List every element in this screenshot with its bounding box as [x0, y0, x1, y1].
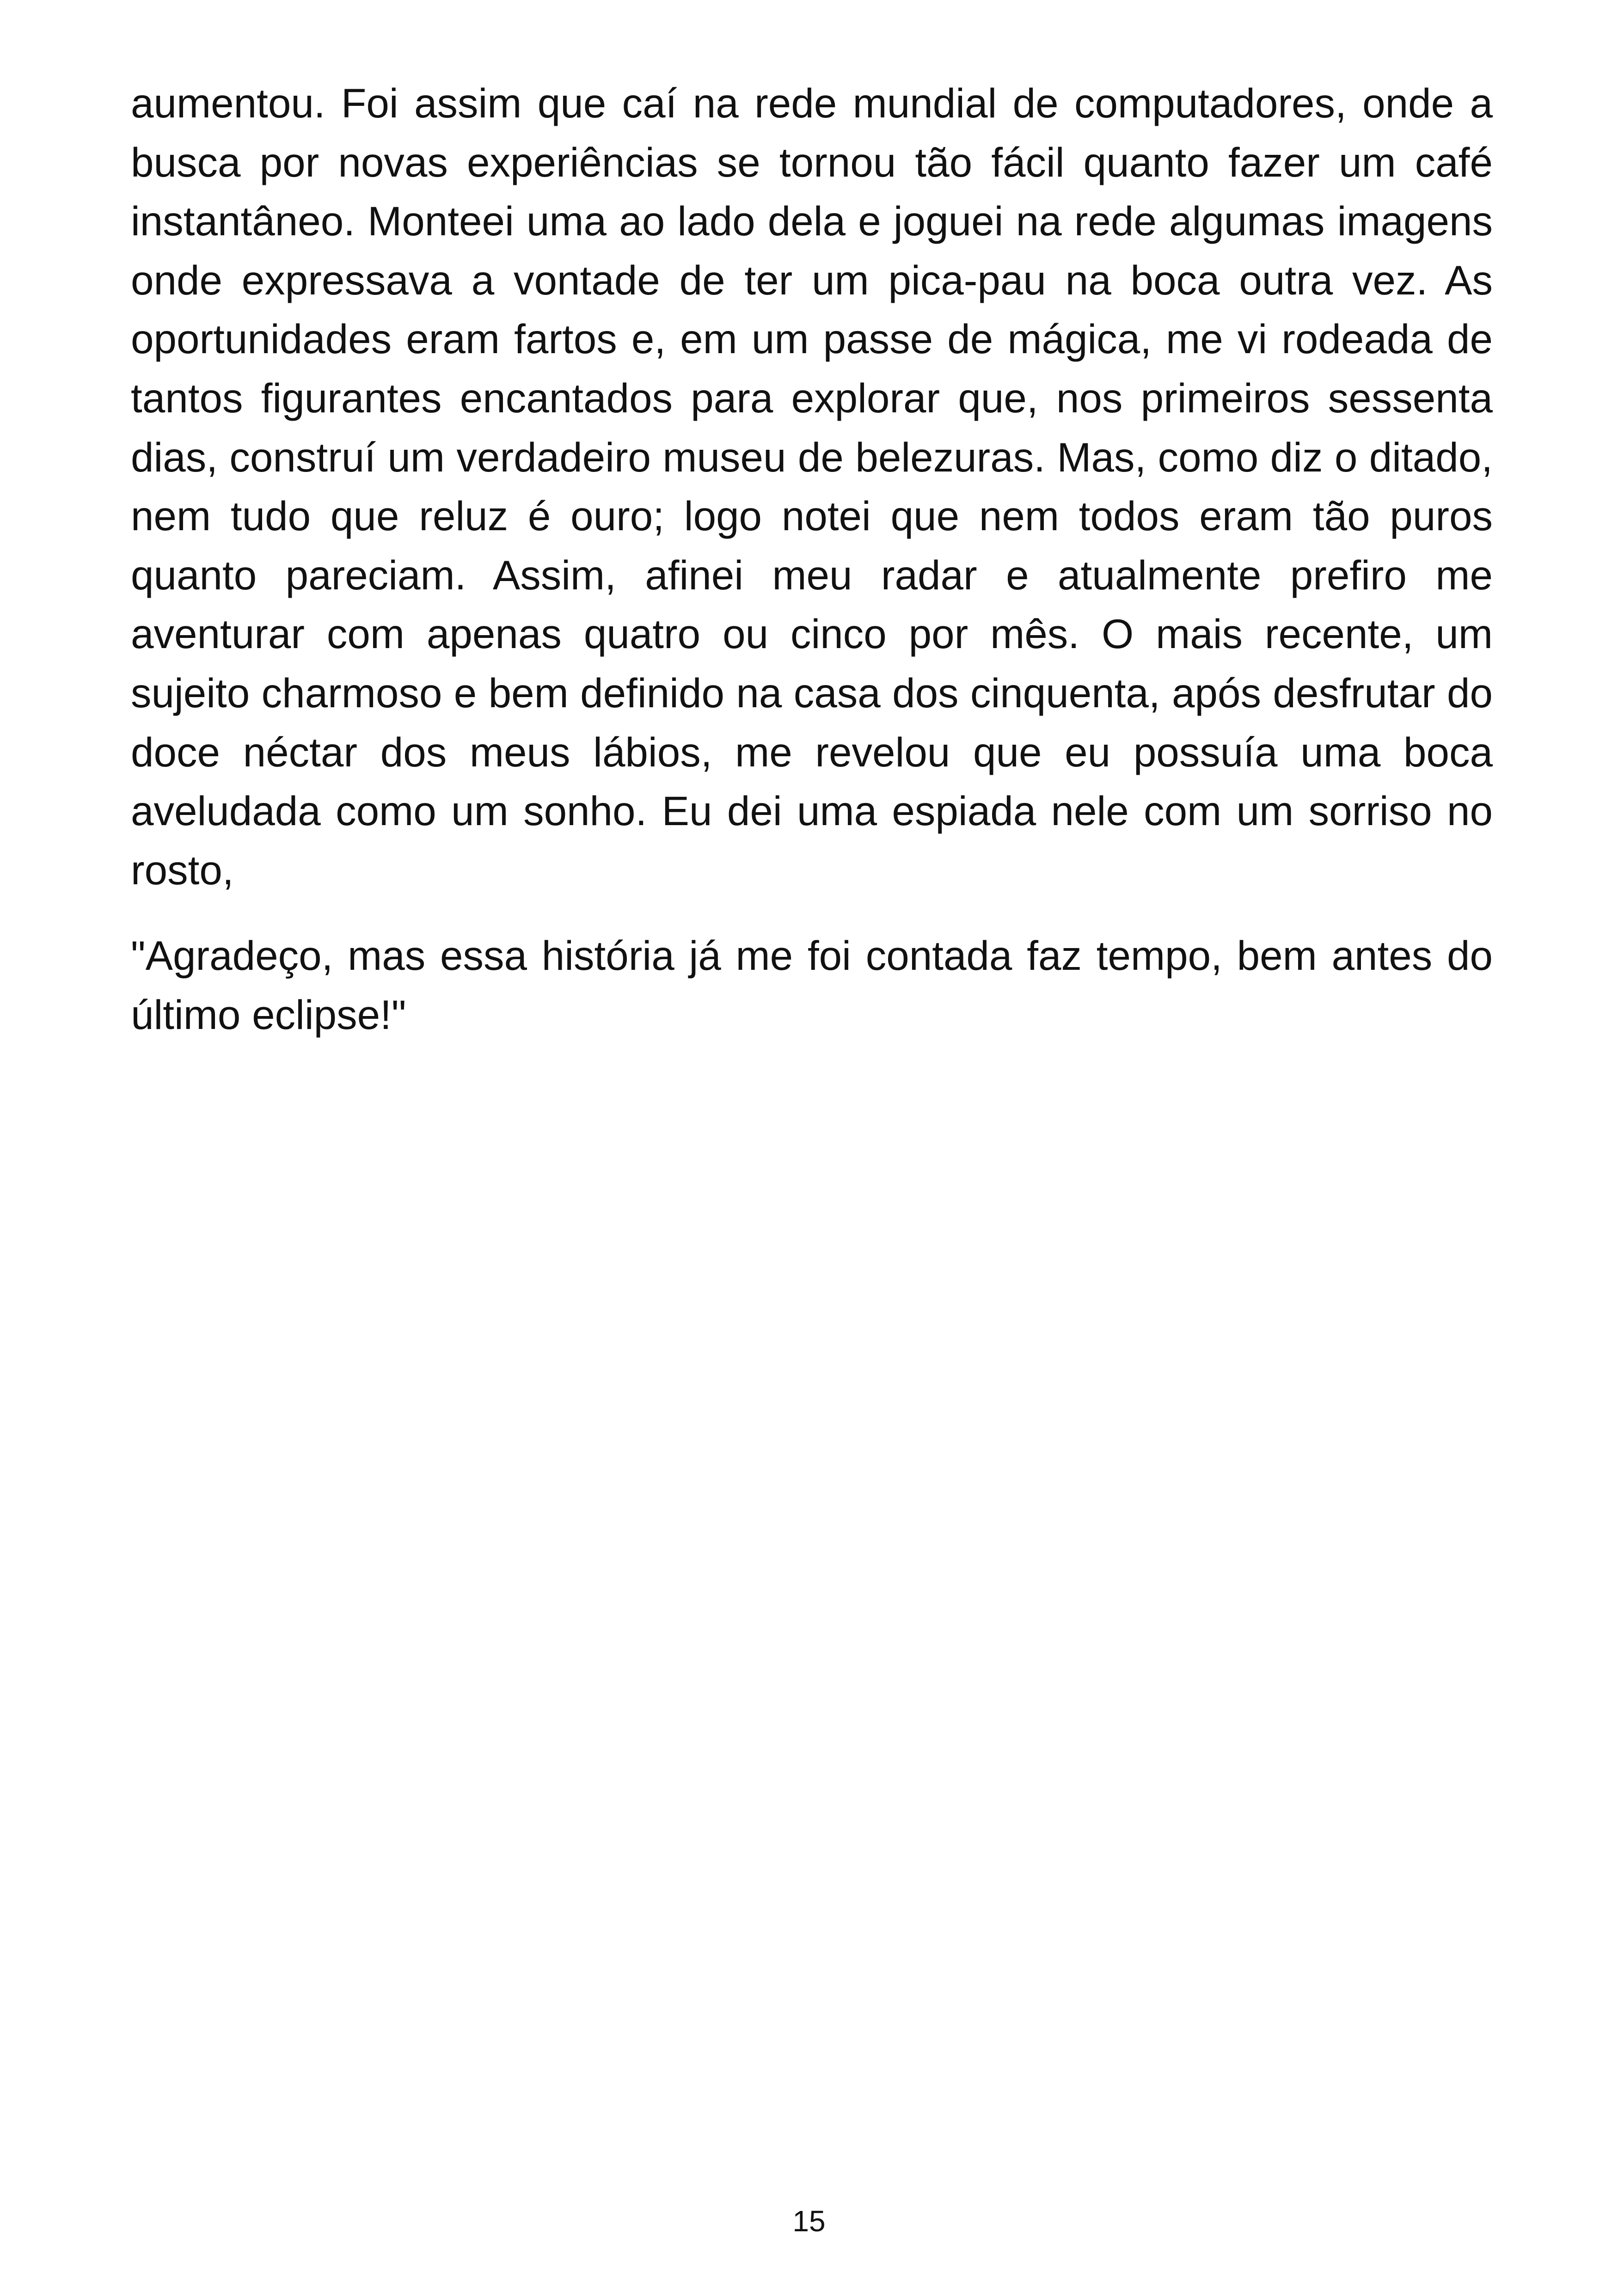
page-number: 15 — [792, 2204, 826, 2238]
body-text — [131, 74, 1493, 1045]
paragraph-quote: "Agradeço, mas essa história já me foi contada faz tempo, bem antes do último eclipse!" — [131, 932, 1493, 1038]
paragraph-narrative: aumentou. Foi assim que caí na rede mundial de computadores, onde a busca por novas experiências se tornou tão fácil quanto fazer um café instantâneo. Monteei uma ao lado dela e joguei na rede algumas imagens onde expressava a vontade de ter um pica-pau na boca outra vez. As oportunidades eram fartos e, em um passe de mágica, me vi rodeada de tantos figurantes encantados para explorar que, nos primeiros sessenta dias, construí um verdadeiro museu de belezuras. Mas, como diz o ditado, nem tudo que reluz é ouro; logo notei que nem todos eram tão puros quanto pareciam. Assim, afinei meu radar e atualmente prefiro me aventurar com apenas quatro ou cinco por mês. O mais recente, um sujeito charmoso e bem definido na casa dos cinquenta, após desfrutar do doce néctar dos meus lábios, me revelou que eu possuía uma boca aveludada como um sonho. Eu dei uma espiada nele com um sorriso no rosto, — [131, 80, 1493, 893]
